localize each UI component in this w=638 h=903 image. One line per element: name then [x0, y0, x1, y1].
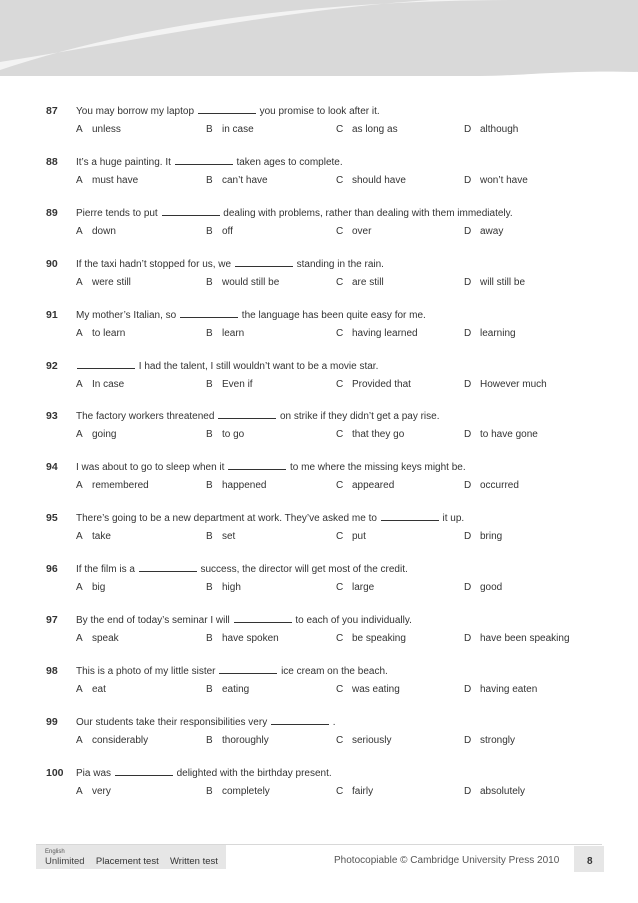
answer-option-b [206, 328, 244, 339]
option-text: In case [92, 378, 125, 390]
question-number: 100 [46, 766, 64, 779]
answer-option-b [206, 429, 244, 440]
option-letter: B [206, 327, 213, 339]
question-text-before: By the end of today’s seminar I will [76, 615, 230, 626]
answer-option-a [76, 226, 116, 237]
question-number: 93 [46, 410, 58, 423]
option-letter: C [336, 225, 344, 237]
question-text [76, 665, 388, 677]
question-item [0, 609, 638, 653]
option-letter: D [464, 683, 472, 695]
header-swoosh-graphic [0, 0, 638, 80]
answer-blank [115, 767, 173, 776]
question-number: 98 [46, 664, 58, 677]
option-text: appeared [352, 480, 395, 492]
question-item [0, 202, 638, 246]
question-text-after: ice cream on the beach. [281, 665, 388, 677]
option-letter: D [464, 378, 472, 390]
question-text-before: If the taxi hadn’t stopped for us, we [76, 258, 232, 270]
answer-option-a [76, 328, 125, 339]
option-letter: B [206, 378, 213, 390]
question-item [0, 660, 638, 704]
answer-option-a [76, 124, 121, 135]
question-text-before: You may borrow my laptop [76, 106, 195, 117]
answer-option-c [336, 735, 391, 746]
question-number: 91 [46, 308, 58, 321]
option-letter: D [464, 785, 472, 797]
question-number: 89 [46, 206, 58, 219]
option-text: would still be [222, 276, 280, 288]
option-letter: B [206, 582, 213, 594]
question-text-before: My mother’s Italian, so [76, 309, 177, 321]
option-text: Provided that [352, 378, 411, 390]
option-letter: B [206, 225, 213, 237]
option-text: strongly [480, 734, 516, 746]
option-text: to go [222, 429, 245, 441]
option-letter: B [206, 480, 213, 492]
question-item [0, 507, 638, 551]
option-text: that they go [352, 429, 405, 441]
question-number: 94 [46, 461, 58, 474]
question-text [76, 360, 378, 372]
answer-blank [271, 716, 329, 725]
option-letter: D [464, 429, 472, 441]
option-text: completely [222, 785, 270, 797]
option-text: having eaten [480, 683, 538, 695]
option-text: having learned [352, 327, 418, 339]
answer-option-b [206, 735, 269, 746]
option-text: absolutely [480, 785, 526, 797]
answer-blank [198, 105, 256, 114]
option-text: can’t have [222, 174, 268, 186]
option-letter: D [464, 276, 472, 288]
answer-blank [180, 309, 238, 318]
option-text: were still [92, 276, 131, 288]
option-text: will still be [480, 276, 526, 288]
question-text-after: delighted with the birthday present. [176, 767, 332, 779]
answer-blank [218, 410, 276, 419]
answer-option-a [76, 735, 148, 746]
question-text-before: Pia was [76, 767, 112, 779]
option-letter: D [464, 633, 472, 644]
answer-option-a [76, 379, 124, 390]
option-letter: C [336, 633, 344, 644]
answer-option-c [336, 429, 404, 440]
question-item [0, 456, 638, 500]
option-text: to have gone [480, 429, 538, 441]
option-text: eat [92, 683, 106, 695]
option-letter: C [336, 429, 344, 441]
answer-option-c [336, 226, 371, 237]
option-text: over [352, 225, 372, 237]
option-text: good [480, 582, 503, 594]
answer-option-a [76, 786, 111, 797]
option-letter: D [464, 582, 472, 594]
option-text: was eating [352, 683, 400, 695]
option-letter: A [76, 225, 83, 237]
question-text-after: on strike if they didn’t get a pay rise. [279, 411, 440, 423]
answer-option-b [206, 582, 241, 593]
question-text-after: the language has been quite easy for me. [241, 309, 426, 321]
question-text-before: Our students take their responsibilities very [76, 716, 268, 728]
option-letter: C [336, 480, 344, 492]
question-text-after: I had the talent, I still wouldn’t want to be a movie star. [138, 360, 379, 372]
answer-blank [139, 563, 197, 572]
answer-option-a [76, 684, 106, 695]
answer-option-c [336, 786, 373, 797]
test-type: Written test [170, 856, 218, 867]
question-text [76, 614, 412, 626]
option-text: However much [480, 378, 547, 390]
question-item [0, 304, 638, 348]
option-letter: A [76, 531, 83, 543]
answer-option-a [76, 277, 131, 288]
question-number: 99 [46, 715, 58, 728]
option-letter: A [76, 276, 83, 288]
option-text: fairly [352, 785, 374, 797]
option-text: have spoken [222, 633, 279, 644]
option-text: take [92, 531, 111, 543]
question-text [76, 258, 384, 270]
question-text [76, 410, 440, 422]
answer-option-d [464, 735, 515, 746]
answer-option-d [464, 480, 519, 491]
question-number: 92 [46, 359, 58, 372]
question-text-before: This is a photo of my little sister [76, 665, 216, 677]
option-letter: B [206, 633, 213, 644]
option-letter: B [206, 785, 213, 797]
question-number: 95 [46, 512, 58, 525]
option-letter: C [336, 276, 344, 288]
option-letter: A [76, 124, 83, 135]
question-item [0, 558, 638, 602]
option-letter: A [76, 378, 83, 390]
brand-line [45, 856, 218, 867]
answer-blank [228, 461, 286, 470]
option-text: high [222, 582, 241, 594]
question-text [76, 461, 466, 473]
option-text: considerably [92, 734, 149, 746]
answer-option-b [206, 480, 267, 491]
answer-option-c [336, 277, 384, 288]
option-letter: C [336, 582, 344, 594]
answer-option-d [464, 429, 538, 440]
question-item [0, 355, 638, 399]
option-letter: C [336, 785, 344, 797]
answer-option-c [336, 684, 400, 695]
option-letter: A [76, 785, 83, 797]
question-text [76, 309, 426, 321]
option-letter: A [76, 429, 83, 441]
answer-option-d [464, 277, 525, 288]
answer-option-d [464, 633, 570, 644]
option-letter: A [76, 633, 83, 644]
option-letter: D [464, 225, 472, 237]
answer-blank [234, 614, 292, 623]
option-text: learning [480, 327, 516, 339]
answer-option-a [76, 175, 138, 186]
question-number: 96 [46, 563, 58, 576]
option-text: have been speaking [480, 633, 570, 644]
question-text-before: Pierre tends to put [76, 207, 158, 219]
option-text: going [92, 429, 117, 441]
option-letter: B [206, 531, 213, 543]
answer-option-d [464, 531, 502, 542]
question-text [76, 207, 513, 219]
option-text: should have [352, 174, 406, 186]
answer-option-b [206, 277, 279, 288]
question-number: 90 [46, 257, 58, 270]
answer-option-b [206, 124, 254, 135]
option-text: must have [92, 174, 139, 186]
answer-blank [162, 207, 220, 216]
answer-option-c [336, 379, 411, 390]
question-text [76, 716, 336, 728]
option-letter: B [206, 124, 213, 135]
question-text-after: to me where the missing keys might be. [290, 462, 466, 474]
answer-option-c [336, 175, 406, 186]
option-letter: D [464, 734, 472, 746]
option-text: learn [222, 327, 245, 339]
option-text: down [92, 225, 116, 237]
answer-option-c [336, 633, 406, 644]
option-letter: C [336, 174, 344, 186]
answer-option-b [206, 786, 270, 797]
option-text: in case [222, 124, 254, 135]
option-text: although [480, 124, 519, 135]
question-text-after: taken ages to complete. [236, 156, 343, 168]
question-item [0, 151, 638, 195]
question-text-after: it up. [442, 513, 465, 525]
answer-blank [219, 665, 277, 674]
question-text-after: . [332, 716, 336, 728]
option-text: away [480, 225, 504, 237]
answer-option-a [76, 633, 119, 644]
question-item [0, 253, 638, 297]
answer-option-c [336, 582, 374, 593]
answer-blank [381, 512, 439, 521]
option-text: be speaking [352, 633, 406, 644]
answer-option-d [464, 582, 502, 593]
answer-option-c [336, 124, 398, 135]
option-text: unless [92, 124, 121, 135]
answer-option-b [206, 633, 279, 644]
question-text-after: dealing with problems, rather than dealing with them immediately. [223, 207, 513, 219]
question-text-before: The factory workers threatened [76, 411, 215, 423]
option-text: seriously [352, 734, 392, 746]
option-letter: D [464, 480, 472, 492]
option-letter: C [336, 124, 344, 135]
answer-option-d [464, 175, 528, 186]
page-number: 8 [587, 856, 593, 867]
answer-blank [235, 258, 293, 267]
question-text [76, 156, 343, 168]
option-text: eating [222, 683, 250, 695]
answer-option-d [464, 226, 503, 237]
answer-option-d [464, 684, 537, 695]
option-text: bring [480, 531, 503, 543]
question-text-before: If the film is a [76, 564, 135, 576]
question-text-after: to each of you individually. [295, 615, 412, 626]
answer-option-a [76, 582, 105, 593]
option-text: put [352, 531, 366, 543]
option-letter: B [206, 683, 213, 695]
answer-blank [175, 156, 233, 165]
option-letter: B [206, 429, 213, 441]
option-letter: C [336, 531, 344, 543]
answer-option-b [206, 226, 233, 237]
option-letter: A [76, 327, 83, 339]
question-text [76, 512, 464, 524]
brand-small-label: English [45, 849, 65, 855]
option-letter: A [76, 683, 83, 695]
option-text: off [222, 225, 233, 237]
question-item [0, 100, 638, 144]
answer-option-b [206, 531, 235, 542]
question-text [76, 105, 380, 117]
option-text: are still [352, 276, 384, 288]
answer-option-d [464, 786, 525, 797]
option-text: big [92, 582, 106, 594]
question-number: 88 [46, 155, 58, 168]
answer-option-c [336, 328, 418, 339]
option-text: as long as [352, 124, 398, 135]
option-letter: C [336, 734, 344, 746]
answer-option-a [76, 531, 111, 542]
option-text: set [222, 531, 236, 543]
question-text [76, 563, 408, 575]
answer-blank [77, 360, 135, 369]
option-letter: D [464, 124, 472, 135]
option-text: happened [222, 480, 267, 492]
option-text: thoroughly [222, 734, 269, 746]
copyright-notice: Photocopiable © Cambridge University Press 2010 [334, 855, 560, 866]
answer-option-d [464, 328, 516, 339]
option-letter: C [336, 683, 344, 695]
option-letter: B [206, 734, 213, 746]
question-text-after: you promise to look after it. [259, 106, 380, 117]
answer-option-a [76, 480, 149, 491]
option-text: very [92, 785, 111, 797]
option-text: occurred [480, 480, 519, 492]
option-text: speak [92, 633, 119, 644]
test-name: Placement test [95, 856, 159, 867]
answer-option-b [206, 684, 249, 695]
question-number: 97 [46, 614, 58, 626]
option-letter: D [464, 531, 472, 543]
question-text-before: There’s going to be a new department at work. They’ve asked me to [76, 513, 377, 525]
answer-option-b [206, 175, 268, 186]
question-number: 87 [46, 105, 58, 117]
question-text-before: I was about to go to sleep when it [76, 462, 225, 474]
option-letter: D [464, 327, 472, 339]
option-text: won’t have [480, 174, 528, 186]
option-letter: C [336, 327, 344, 339]
option-letter: C [336, 378, 344, 390]
question-item [0, 405, 638, 449]
option-letter: A [76, 734, 83, 746]
option-text: large [352, 582, 375, 594]
question-item [0, 762, 638, 806]
question-text [76, 767, 332, 779]
option-letter: B [206, 276, 213, 288]
brand-name: Unlimited [45, 856, 85, 867]
option-text: to learn [92, 327, 126, 339]
question-text-before: It’s a huge painting. It [76, 156, 171, 168]
answer-option-a [76, 429, 116, 440]
question-text-after: success, the director will get most of the credit. [200, 564, 408, 576]
question-item [0, 711, 638, 755]
option-letter: A [76, 174, 83, 186]
option-letter: B [206, 174, 213, 186]
question-text-after: standing in the rain. [296, 258, 384, 270]
answer-option-b [206, 379, 253, 390]
answer-option-c [336, 480, 394, 491]
answer-option-c [336, 531, 366, 542]
option-text: remembered [92, 480, 149, 492]
option-letter: A [76, 582, 83, 594]
answer-option-d [464, 124, 518, 135]
option-letter: D [464, 174, 472, 186]
option-text: Even if [222, 378, 253, 390]
option-letter: A [76, 480, 83, 492]
answer-option-d [464, 379, 547, 390]
